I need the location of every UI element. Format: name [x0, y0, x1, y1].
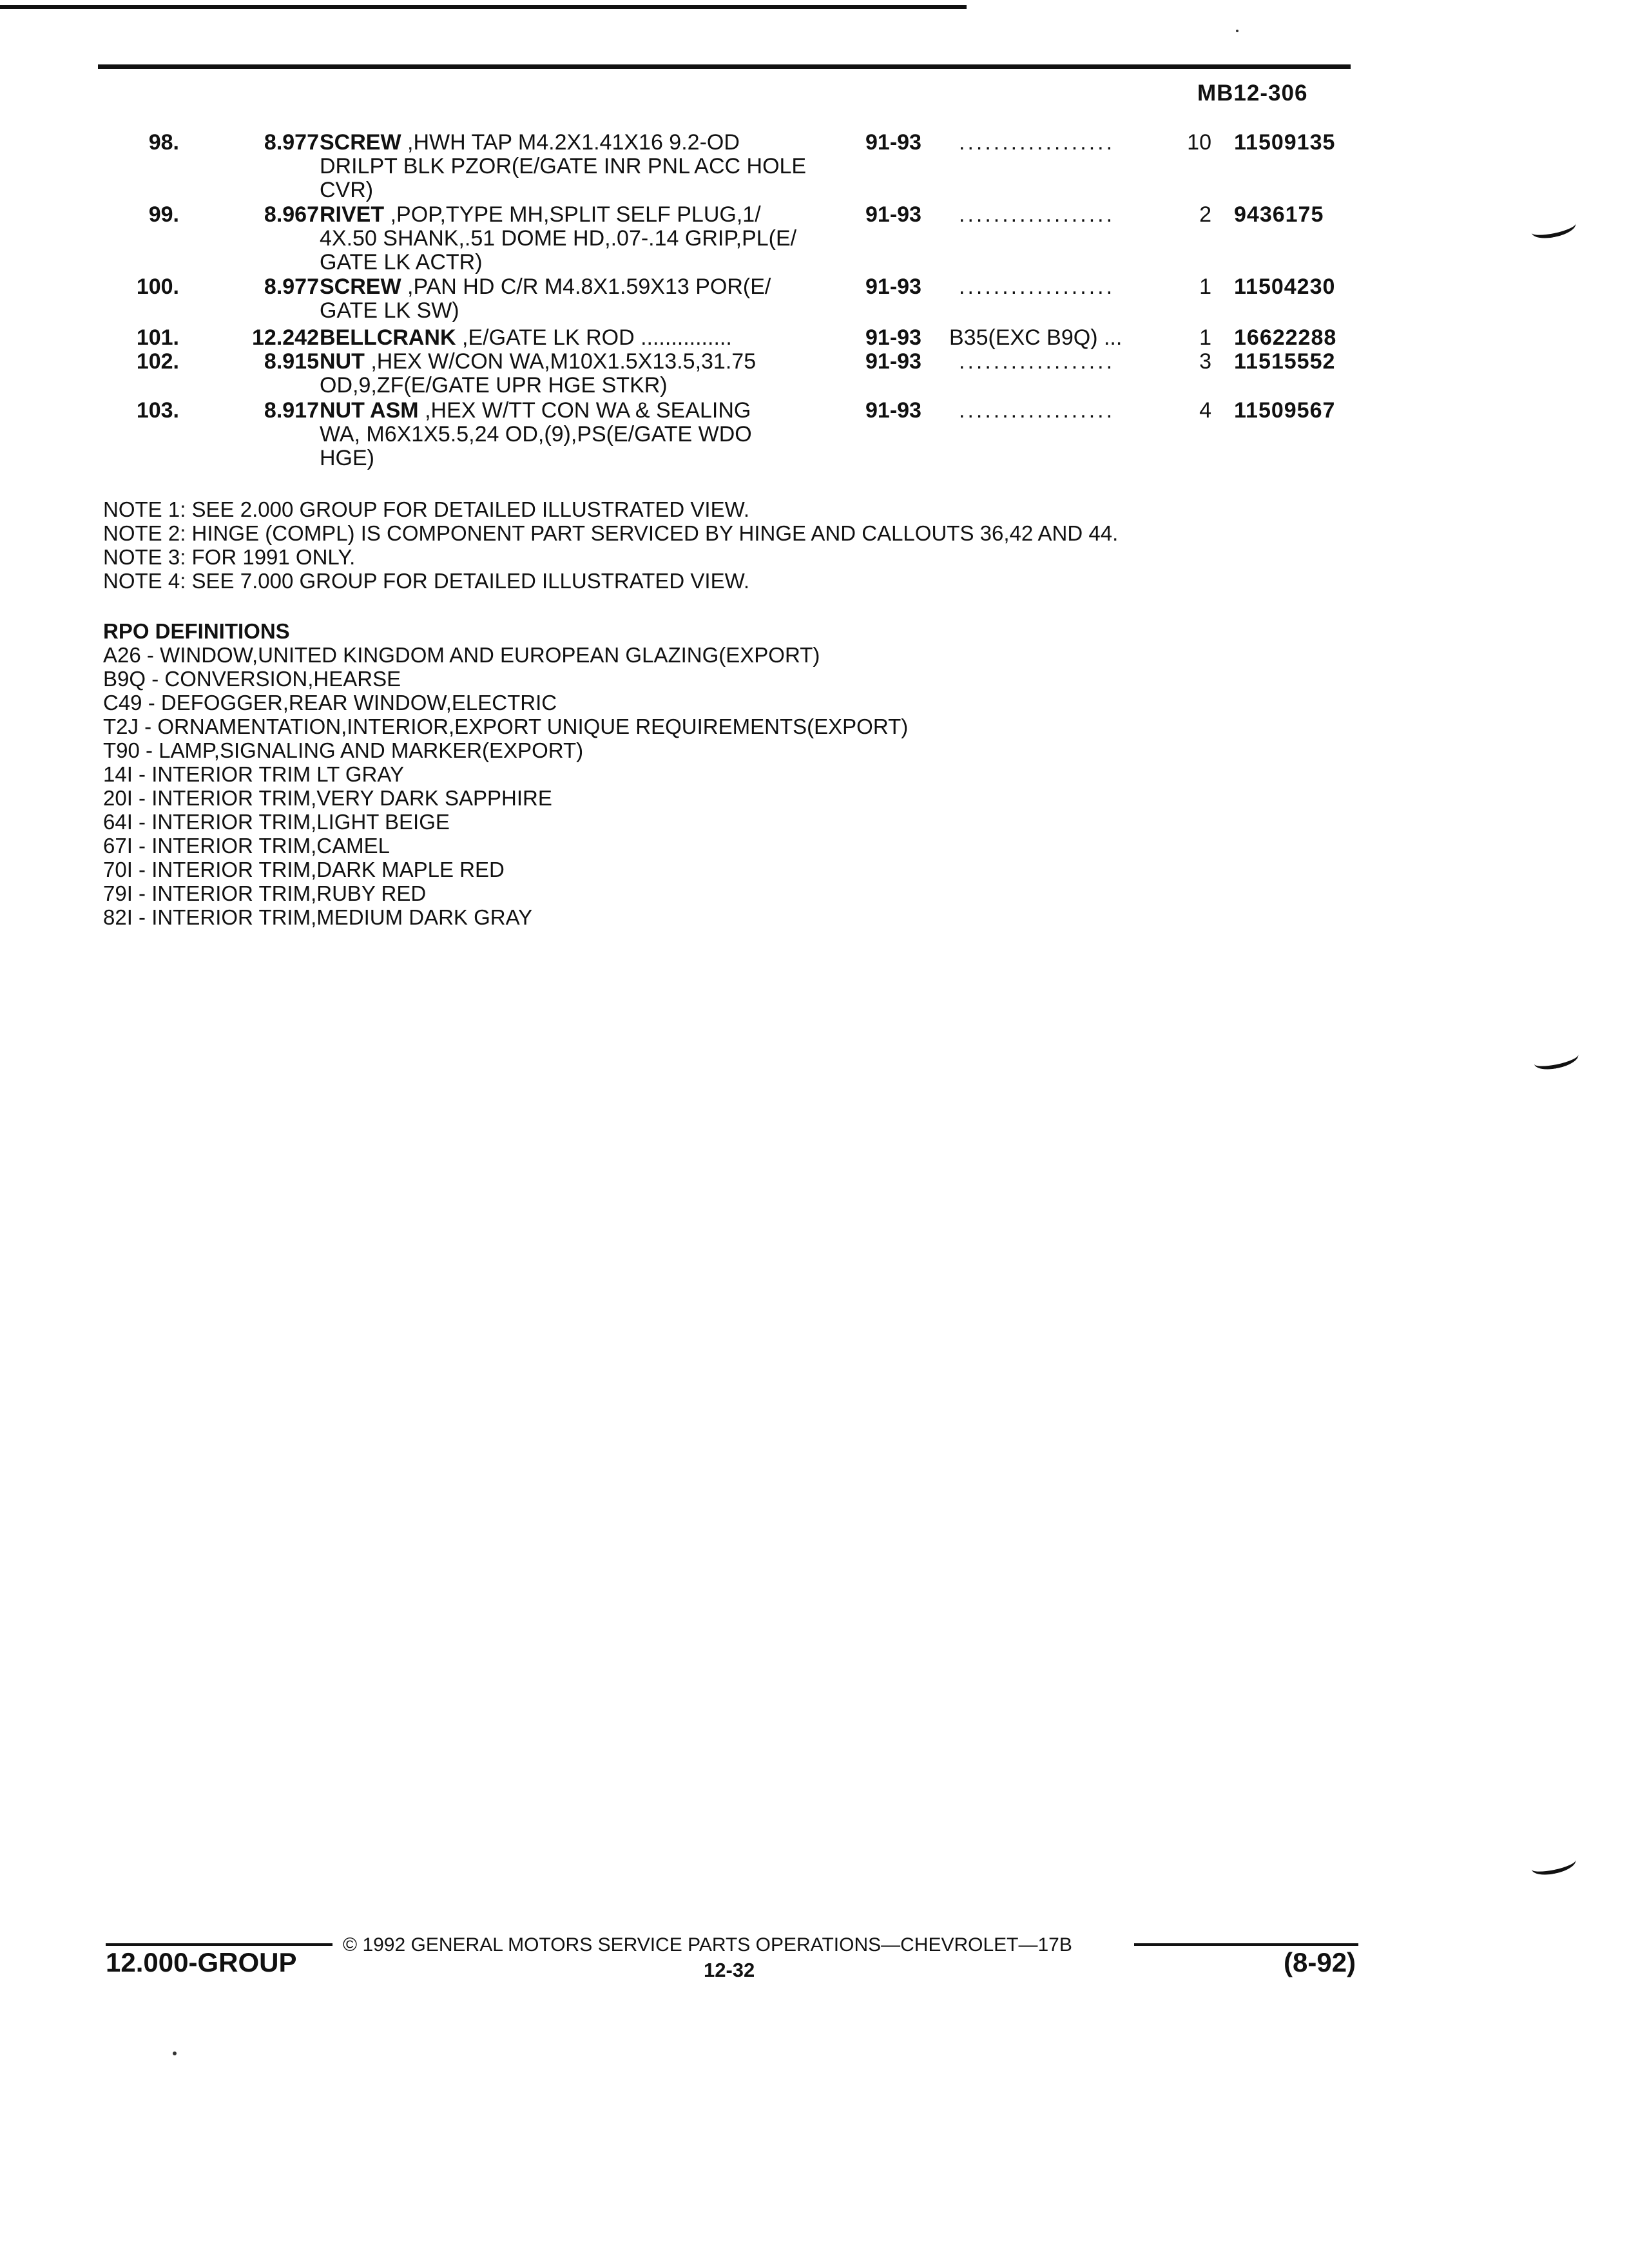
leader-dots: .................. [959, 203, 1115, 227]
quantity: 1 [1199, 274, 1211, 299]
copyright-line: © 1992 GENERAL MOTORS SERVICE PARTS OPERATIONS—CHEVROLET—17B [343, 1934, 1072, 1956]
scan-speck [173, 2052, 177, 2055]
part-description [320, 326, 848, 350]
part-description [320, 350, 848, 398]
part-number: 11509135 [1234, 130, 1336, 155]
part-name: SCREW [320, 274, 401, 299]
description-line: WA, M6X1X5.5,24 OD,(9),PS(E/GATE WDO [320, 422, 752, 447]
model-years: 91-93 [865, 398, 921, 423]
rpo-item: 64I - INTERIOR TRIM,LIGHT BEIGE [103, 810, 450, 834]
group-number: 8.917 [264, 398, 319, 423]
top-edge-rule [0, 5, 967, 9]
callout-number: 98. [148, 130, 179, 155]
rpo-item: 20I - INTERIOR TRIM,VERY DARK SAPPHIRE [103, 786, 552, 810]
leader-dots: .................. [959, 275, 1115, 299]
model-years: 91-93 [865, 130, 921, 155]
header-rule [98, 64, 1351, 69]
quantity: 10 [1187, 130, 1211, 155]
group-title: 12.000-GROUP [106, 1947, 297, 1977]
leader-dots: .................. [959, 131, 1115, 155]
rpo-item: 14I - INTERIOR TRIM LT GRAY [103, 762, 404, 786]
rpo-item: 67I - INTERIOR TRIM,CAMEL [103, 834, 390, 858]
callout-number: 102. [136, 349, 179, 374]
part-name: BELLCRANK [320, 325, 456, 350]
revision-date: (8-92) [1284, 1947, 1356, 1977]
rpo-heading: RPO DEFINITIONS [103, 619, 290, 643]
part-name: RIVET [320, 202, 385, 227]
part-name: NUT ASM [320, 398, 419, 423]
callout-number: 100. [136, 274, 179, 299]
group-number: 8.977 [264, 130, 319, 155]
footer-rule-left [106, 1943, 333, 1946]
leader-dots: .................. [959, 350, 1115, 374]
description-line: CVR) [320, 178, 374, 202]
callout-number: 101. [136, 325, 179, 350]
part-name: NUT [320, 349, 365, 374]
leader-dots: .................. [959, 399, 1115, 423]
footer-rule-right [1134, 1943, 1358, 1946]
rpo-item: T2J - ORNAMENTATION,INTERIOR,EXPORT UNIQUE REQUIREMENTS(EXPORT) [103, 715, 909, 738]
notes-section [103, 497, 1118, 593]
punch-mark-bottom [1530, 1851, 1577, 1878]
quantity: 1 [1199, 325, 1211, 350]
group-number: 8.977 [264, 274, 319, 299]
description-line: GATE LK SW) [320, 298, 459, 323]
rpo-definitions [103, 619, 908, 929]
part-name: SCREW [320, 130, 401, 155]
part-description [320, 275, 848, 323]
description-line: 4X.50 SHANK,.51 DOME HD,.07-.14 GRIP,PL(E/ [320, 226, 797, 251]
callout-number: 103. [136, 398, 179, 423]
model-years: 91-93 [865, 325, 921, 350]
description-line: ,HEX W/CON WA,M10X1.5X13.5,31.75 [371, 349, 757, 374]
description-line: ,PAN HD C/R M4.8X1.59X13 POR(E/ [407, 274, 771, 299]
quantity: 3 [1199, 349, 1211, 374]
punch-mark-middle [1532, 1046, 1580, 1073]
quantity: 4 [1199, 398, 1211, 423]
rpo-item: T90 - LAMP,SIGNALING AND MARKER(EXPORT) [103, 738, 584, 762]
part-number: 11504230 [1234, 274, 1336, 299]
part-number: 11509567 [1234, 398, 1336, 423]
callout-number: 99. [148, 202, 179, 227]
description-line: ,HEX W/TT CON WA & SEALING [425, 398, 751, 423]
group-number: 8.967 [264, 202, 319, 227]
rpo-item: C49 - DEFOGGER,REAR WINDOW,ELECTRIC [103, 691, 557, 715]
part-number: 11515552 [1234, 349, 1336, 374]
note-line: NOTE 1: SEE 2.000 GROUP FOR DETAILED ILLUSTRATED VIEW. [103, 497, 750, 521]
description-line: OD,9,ZF(E/GATE UPR HGE STKR) [320, 373, 668, 398]
note-line: NOTE 4: SEE 7.000 GROUP FOR DETAILED ILLUSTRATED VIEW. [103, 569, 750, 593]
description-line: ,HWH TAP M4.2X1.41X16 9.2-OD [407, 130, 740, 155]
part-description [320, 203, 848, 274]
rpo-item: A26 - WINDOW,UNITED KINGDOM AND EUROPEAN GLAZING(EXPORT) [103, 643, 820, 667]
model-years: 91-93 [865, 349, 921, 374]
description-line: ,POP,TYPE MH,SPLIT SELF PLUG,1/ [390, 202, 761, 227]
part-number: 9436175 [1234, 202, 1324, 227]
description-line: HGE) [320, 446, 374, 470]
part-number: 16622288 [1234, 325, 1337, 350]
rpo-item: 79I - INTERIOR TRIM,RUBY RED [103, 881, 427, 905]
model-years: 91-93 [865, 202, 921, 227]
group-number: 12.242 [252, 325, 319, 350]
page-code: MB12-306 [1197, 81, 1308, 106]
model-years: 91-93 [865, 274, 921, 299]
scan-speck [1236, 30, 1239, 32]
note-line: NOTE 2: HINGE (COMPL) IS COMPONENT PART SERVICED BY HINGE AND CALLOUTS 36,42 AND 44. [103, 521, 1119, 545]
rpo-item: 82I - INTERIOR TRIM,MEDIUM DARK GRAY [103, 905, 533, 929]
rpo-item: 70I - INTERIOR TRIM,DARK MAPLE RED [103, 858, 505, 881]
application: B35(EXC B9Q) ... [949, 325, 1123, 350]
part-description [320, 399, 848, 470]
rpo-item: B9Q - CONVERSION,HEARSE [103, 667, 401, 691]
part-description [320, 131, 848, 202]
page-number: 12-32 [704, 1959, 755, 1981]
note-line: NOTE 3: FOR 1991 ONLY. [103, 545, 356, 569]
description-line: DRILPT BLK PZOR(E/GATE INR PNL ACC HOLE [320, 154, 807, 178]
punch-mark-top [1530, 215, 1577, 242]
description-line: ,E/GATE LK ROD ............... [462, 325, 732, 350]
quantity: 2 [1199, 202, 1211, 227]
description-line: GATE LK ACTR) [320, 250, 483, 274]
group-number: 8.915 [264, 349, 319, 374]
